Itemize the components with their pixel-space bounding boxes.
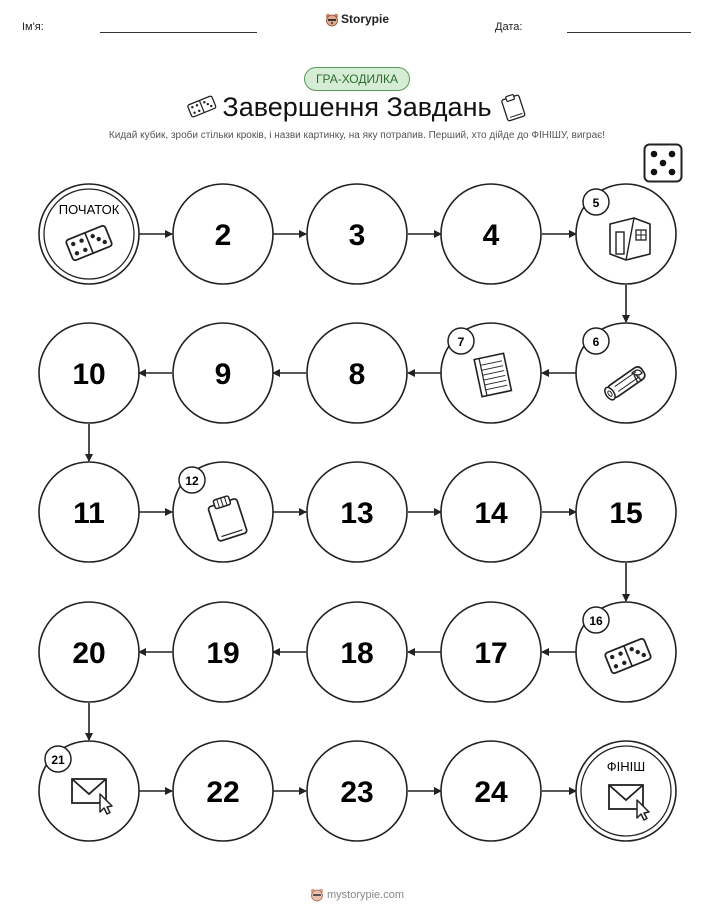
cell-21 (39, 741, 139, 841)
bear-logo-icon (310, 888, 324, 902)
cell-number: 10 (72, 358, 106, 391)
cell-number: 4 (482, 219, 500, 252)
cell-number-badge: 5 (592, 196, 600, 210)
cell-number-badge: 7 (457, 335, 465, 349)
cell-20 (39, 602, 139, 702)
cell-19 (173, 602, 273, 702)
cell-number: 8 (348, 358, 366, 391)
cell-number: 24 (474, 776, 508, 809)
cell-6 (576, 323, 676, 423)
cell-number: 19 (206, 637, 240, 670)
cell-18 (307, 602, 407, 702)
cell-number-badge: 6 (592, 335, 600, 349)
page-title: Завершення Завдань (222, 92, 492, 122)
finish-label: ФІНІШ (606, 759, 646, 774)
cell-number: 22 (206, 776, 240, 809)
date-label: Дата: (495, 21, 523, 33)
cell-number: 23 (340, 776, 374, 809)
cell-7 (441, 323, 541, 423)
cell-11 (39, 462, 139, 562)
cell-number-badge: 16 (589, 614, 603, 628)
cell-number: 14 (474, 497, 508, 530)
cell-17 (441, 602, 541, 702)
cell-number: 17 (474, 637, 508, 670)
cell-5 (576, 184, 676, 284)
finish-cell (576, 741, 676, 841)
cell-24 (441, 741, 541, 841)
cell-number: 20 (72, 637, 106, 670)
cell-number: 11 (73, 497, 105, 530)
cell-16 (576, 602, 676, 702)
doorway-icon (610, 218, 650, 260)
cell-12 (173, 462, 273, 562)
cell-number: 3 (348, 219, 366, 252)
start-label: ПОЧАТОК (58, 202, 120, 217)
name-label: Ім'я: (22, 21, 44, 33)
cell-3 (307, 184, 407, 284)
cell-23 (307, 741, 407, 841)
cell-number: 15 (609, 497, 643, 530)
footer-url[interactable]: mystorypie.com (326, 888, 405, 901)
footer (0, 888, 714, 902)
cell-4 (441, 184, 541, 284)
cell-number: 13 (340, 497, 374, 530)
cell-number: 9 (214, 358, 232, 391)
brand-name: Storypie (340, 12, 389, 26)
cell-9 (173, 323, 273, 423)
cell-22 (173, 741, 273, 841)
cell-number-badge: 12 (185, 474, 199, 488)
cell-number: 18 (340, 637, 374, 670)
cell-15 (576, 462, 676, 562)
start-cell (39, 184, 139, 284)
instructions: Кидай кубик, зроби стільки кроків, і назви картинку, на яку потрапив. Перший, хто дійде до ФІНІШУ, виграє! (108, 130, 606, 141)
cell-2 (173, 184, 273, 284)
cell-13 (307, 462, 407, 562)
cell-number: 2 (214, 219, 232, 252)
cell-14 (441, 462, 541, 562)
game-type-badge: ГРА-ХОДИЛКА (304, 67, 410, 91)
cell-8 (307, 323, 407, 423)
cell-10 (39, 323, 139, 423)
cell-number-badge: 21 (51, 753, 65, 767)
